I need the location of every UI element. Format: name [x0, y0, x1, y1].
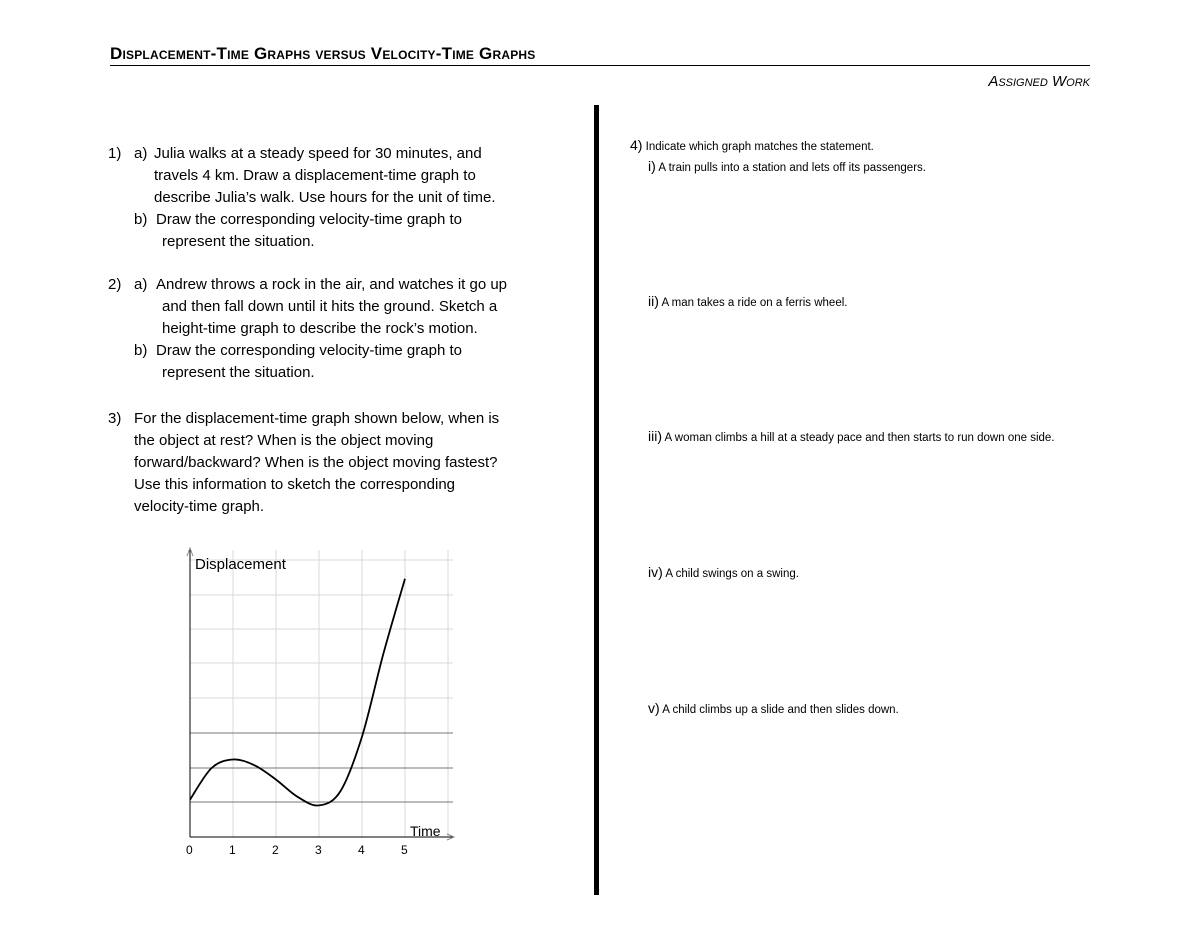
q3-line-3: forward/backward? When is the object moving fastest?	[134, 454, 498, 471]
part-number: ii)	[648, 293, 659, 309]
q1a-line-1: Julia walks at a steady speed for 30 minutes, and	[154, 145, 482, 162]
question-3	[108, 408, 500, 518]
q2a-line-3: height-time graph to describe the rock’s motion.	[162, 320, 478, 337]
q1a-line-2: travels 4 km. Draw a displacement-time graph to	[154, 167, 476, 184]
part-statement: A woman climbs a hill at a steady pace and then starts to run down one side.	[662, 432, 1055, 444]
q2a-line-2: and then fall down until it hits the ground. Sketch a	[162, 298, 498, 315]
q3-line-2: the object at rest? When is the object moving	[134, 432, 434, 449]
assigned-work-label: Assigned Work	[988, 73, 1090, 90]
x-tick-label: 0	[186, 843, 193, 857]
q1-number: 1)	[108, 145, 122, 162]
x-tick-label: 1	[229, 843, 236, 857]
part-statement: A man takes a ride on a ferris wheel.	[658, 297, 848, 309]
part-heading	[648, 293, 847, 309]
part-number: iii)	[648, 428, 662, 444]
q1b-label: b)	[134, 211, 148, 228]
x-tick-label: 5	[401, 843, 408, 857]
x-tick-labels	[186, 843, 408, 857]
part-heading	[648, 564, 799, 580]
q2b-label: b)	[134, 342, 148, 359]
y-axis-label: Displacement	[195, 556, 286, 573]
q4-prompt	[630, 137, 874, 153]
displacement-curve	[190, 579, 405, 806]
q1b-line-2: represent the situation.	[162, 233, 315, 250]
column-divider	[594, 105, 599, 895]
q3-line-4: Use this information to sketch the corresponding	[134, 476, 455, 493]
q2a-line-1: Andrew throws a rock in the air, and watches it go up	[156, 276, 508, 293]
chart-grid	[190, 550, 453, 837]
q1a-label: a)	[134, 145, 148, 162]
q2a-label: a)	[134, 276, 148, 293]
q4-text: Indicate which graph matches the statement.	[645, 141, 874, 153]
part-number: i)	[648, 158, 656, 174]
q1a-line-3: describe Julia’s walk. Use hours for the unit of time.	[154, 189, 496, 206]
question-2	[108, 274, 508, 384]
q2-number: 2)	[108, 276, 122, 293]
x-tick-label: 3	[315, 843, 322, 857]
title-underline	[110, 65, 1090, 66]
part-heading	[648, 700, 899, 716]
x-tick-label: 4	[358, 843, 365, 857]
q2b-line-1: Draw the corresponding velocity-time graph to	[156, 342, 462, 359]
part-statement: A train pulls into a station and lets off its passengers.	[655, 162, 926, 174]
x-axis-label: Time	[410, 823, 441, 839]
q3-line-1: For the displacement-time graph shown below, when is	[134, 410, 500, 427]
question-1	[108, 143, 496, 253]
part-heading	[648, 158, 926, 174]
x-tick-label: 2	[272, 843, 279, 857]
q1b-line-1: Draw the corresponding velocity-time graph to	[156, 211, 462, 228]
displacement-time-chart	[175, 540, 475, 860]
part-statement: A child climbs up a slide and then slides down.	[659, 704, 899, 716]
q4-number: 4)	[630, 137, 643, 153]
q3-line-5: velocity-time graph.	[134, 498, 265, 515]
q3-number: 3)	[108, 410, 122, 427]
part-number: v)	[648, 700, 660, 716]
part-heading	[648, 428, 1055, 444]
part-statement: A child swings on a swing.	[662, 568, 799, 580]
part-number: iv)	[648, 564, 663, 580]
page-title: Displacement-Time Graphs versus Velocity-Time Graphs	[110, 44, 536, 63]
q2b-line-2: represent the situation.	[162, 364, 315, 381]
